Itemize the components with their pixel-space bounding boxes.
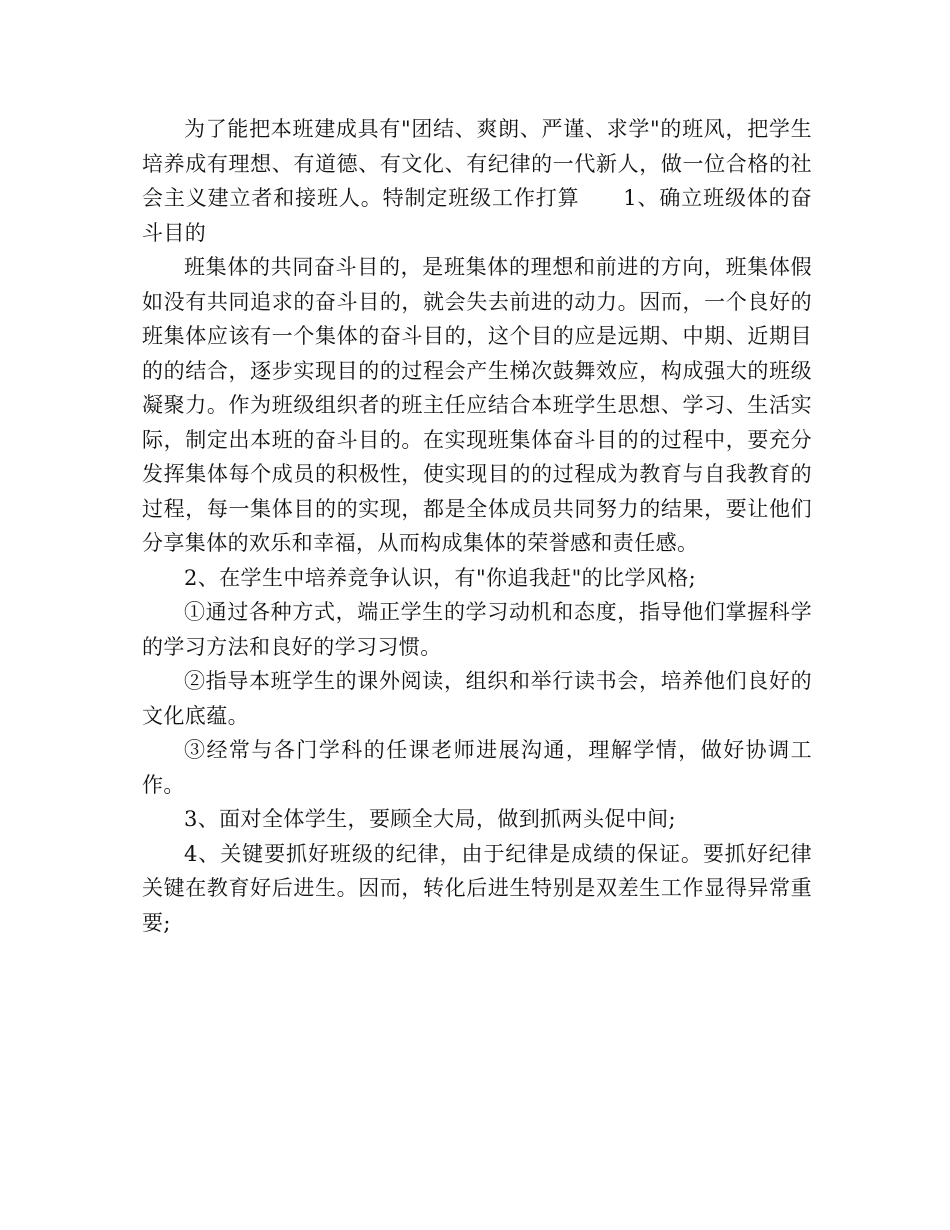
paragraph-intro: 为了能把本班建成具有"团结、爽朗、严谨、求学"的班风，把学生培养成有理想、有道德、有文化、有纪律的一代新人，做一位合格的社会主义建立者和接班人。特制定班级工作打算 1、确立班级体的奋斗目的 (142, 117, 812, 245)
document-body (142, 112, 812, 940)
paragraph-item-4: 4、关键要抓好班级的纪律，由于纪律是成绩的保证。要抓好纪律关键在教育好后进生。因而，转化后进生特别是双差生工作显得异常重要; (142, 841, 812, 935)
paragraph-subitem-2: ②指导本班学生的课外阅读，组织和举行读书会，培养他们良好的文化底蕴。 (142, 669, 812, 728)
paragraph-item-3: 3、面对全体学生，要顾全大局，做到抓两头促中间; (184, 807, 677, 831)
paragraph-subitem-1: ①通过各种方式，端正学生的学习动机和态度，指导他们掌握科学的学习方法和良好的学习习惯。 (142, 600, 812, 659)
paragraph-goal-explanation: 班集体的共同奋斗目的，是班集体的理想和前进的方向，班集体假如没有共同追求的奋斗目的，就会失去前进的动力。因而，一个良好的班集体应该有一个集体的奋斗目的，这个目的应是远期、中期、近期目的的结合，逐步实现目的的过程会产生梯次鼓舞效应，构成强大的班级凝聚力。作为班级组织者的班主任应结合本班学生思想、学习、生活实际，制定出本班的奋斗目的。在实现班集体奋斗目的的过程中，要充分发挥集体每个成员的积极性，使实现目的的过程成为教育与自我教育的过程，每一集体目的的实现，都是全体成员共同努力的结果，要让他们分享集体的欢乐和幸福，从而构成集体的荣誉感和责任感。 (142, 255, 812, 555)
paragraph-item-2: 2、在学生中培养竞争认识，有"你追我赶"的比学风格; (184, 565, 697, 590)
paragraph-subitem-3: ③经常与各门学科的任课老师进展沟通，理解学情，做好协调工作。 (142, 738, 812, 797)
